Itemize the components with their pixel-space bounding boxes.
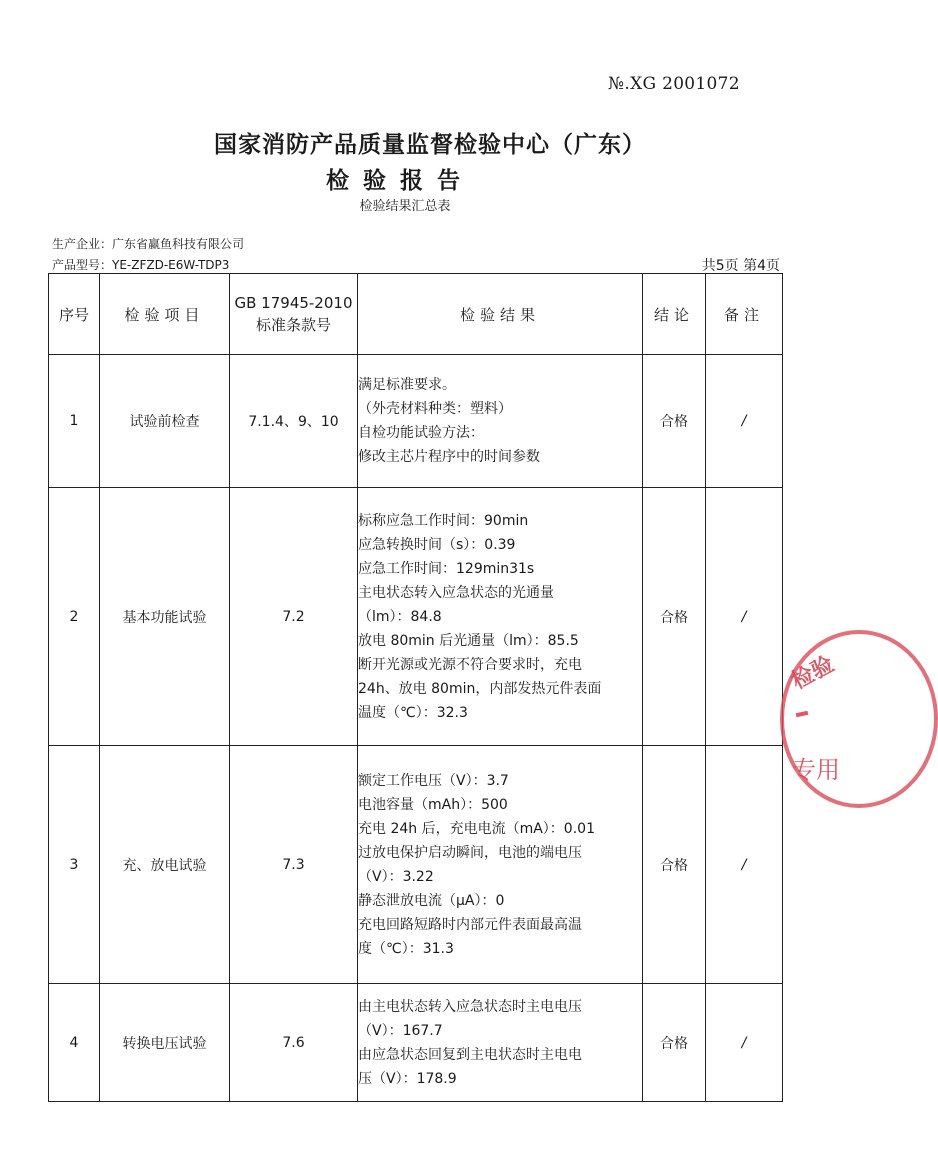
result-line: 24h、放电 80min，内部发热元件表面	[358, 680, 602, 697]
page-info: 共5页 第4页	[701, 258, 780, 274]
header-clause	[230, 274, 358, 355]
table-row	[49, 355, 783, 488]
result-line: 应急转换时间（s）：0.39	[358, 536, 516, 553]
row-result	[358, 355, 643, 488]
row-remark: /	[706, 488, 783, 746]
row-clause: 7.6	[230, 984, 358, 1102]
row-remark: /	[706, 355, 783, 488]
result-line: 压（V）：178.9	[358, 1070, 457, 1087]
row-result	[358, 488, 643, 746]
result-line: 由主电状态转入应急状态时主电电压	[358, 998, 582, 1015]
row-conclusion: 合格	[643, 355, 706, 488]
header-conclusion: 结论	[643, 274, 706, 355]
result-line: 充电 24h 后，充电电流（mA）：0.01	[358, 820, 595, 837]
header-seq: 序号	[49, 274, 100, 355]
result-line: 静态泄放电流（μA）：0	[358, 892, 505, 909]
result-line: 自检功能试验方法：	[358, 425, 484, 441]
result-line: 修改主芯片程序中的时间参数	[358, 449, 540, 465]
summary-title: 检验结果汇总表	[359, 199, 451, 214]
result-line: 温度（℃）：32.3	[358, 704, 468, 721]
table-header-row	[49, 274, 783, 355]
result-line: 满足标准要求。	[358, 377, 456, 393]
header-remark: 备注	[706, 274, 783, 355]
seal-text-bottom: 专用	[792, 756, 840, 784]
result-line: 电池容量（mAh）：500	[358, 796, 508, 813]
row-remark: /	[706, 746, 783, 984]
header-clause-line2: 标准条款号	[255, 316, 331, 334]
row-conclusion: 合格	[643, 488, 706, 746]
result-line: 过放电保护启动瞬间，电池的端电压	[358, 844, 582, 861]
result-line: （外壳材料种类：塑料）	[358, 401, 512, 417]
result-line: 应急工作时间：129min31s	[358, 560, 535, 577]
report-number: №.XG 2001072	[608, 74, 740, 94]
header-item: 检验项目	[100, 274, 230, 355]
row-conclusion: 合格	[643, 746, 706, 984]
result-line: 额定工作电压（V）：3.7	[358, 772, 509, 789]
row-seq: 3	[49, 746, 100, 984]
organization-title: 国家消防产品质量监督检验中心（广东）	[214, 131, 646, 158]
result-line: 放电 80min 后光通量（lm）：85.5	[358, 632, 579, 649]
row-result	[358, 746, 643, 984]
result-line: 由应急状态回复到主电状态时主电电	[358, 1046, 582, 1063]
row-remark: /	[706, 984, 783, 1102]
table-row	[49, 746, 783, 984]
row-seq: 1	[49, 355, 100, 488]
result-line: 断开光源或光源不符合要求时，充电	[358, 656, 582, 673]
row-item: 充、放电试验	[100, 746, 230, 984]
result-line: （lm）：84.8	[358, 608, 442, 625]
result-line: 主电状态转入应急状态的光通量	[358, 584, 554, 601]
manufacturer-line: 生产企业：广东省赢鱼科技有限公司	[52, 237, 245, 251]
result-line: （V）：167.7	[358, 1022, 443, 1039]
row-item: 转换电压试验	[100, 984, 230, 1102]
row-conclusion: 合格	[643, 984, 706, 1102]
row-result	[358, 984, 643, 1102]
result-line: 标称应急工作时间：90min	[358, 512, 529, 529]
row-item: 试验前检查	[100, 355, 230, 488]
row-seq: 4	[49, 984, 100, 1102]
result-line: （V）：3.22	[358, 868, 434, 885]
row-clause: 7.3	[230, 746, 358, 984]
row-clause: 7.2	[230, 488, 358, 746]
seal-text-top: 检验	[787, 651, 839, 695]
result-line: 充电回路短路时内部元件表面最高温	[358, 916, 582, 933]
row-clause: 7.1.4、9、10	[230, 355, 358, 488]
table-row	[49, 984, 783, 1102]
row-seq: 2	[49, 488, 100, 746]
results-table	[48, 273, 783, 1102]
result-line: 度（℃）：31.3	[358, 940, 454, 957]
header-result: 检验结果	[358, 274, 643, 355]
table-row	[49, 488, 783, 746]
row-item: 基本功能试验	[100, 488, 230, 746]
model-line: 产品型号：YE-ZFZD-E6W-TDP3	[52, 258, 230, 272]
header-clause-line1: GB 17945-2010	[234, 294, 353, 312]
report-title: 检验报告	[326, 167, 474, 194]
